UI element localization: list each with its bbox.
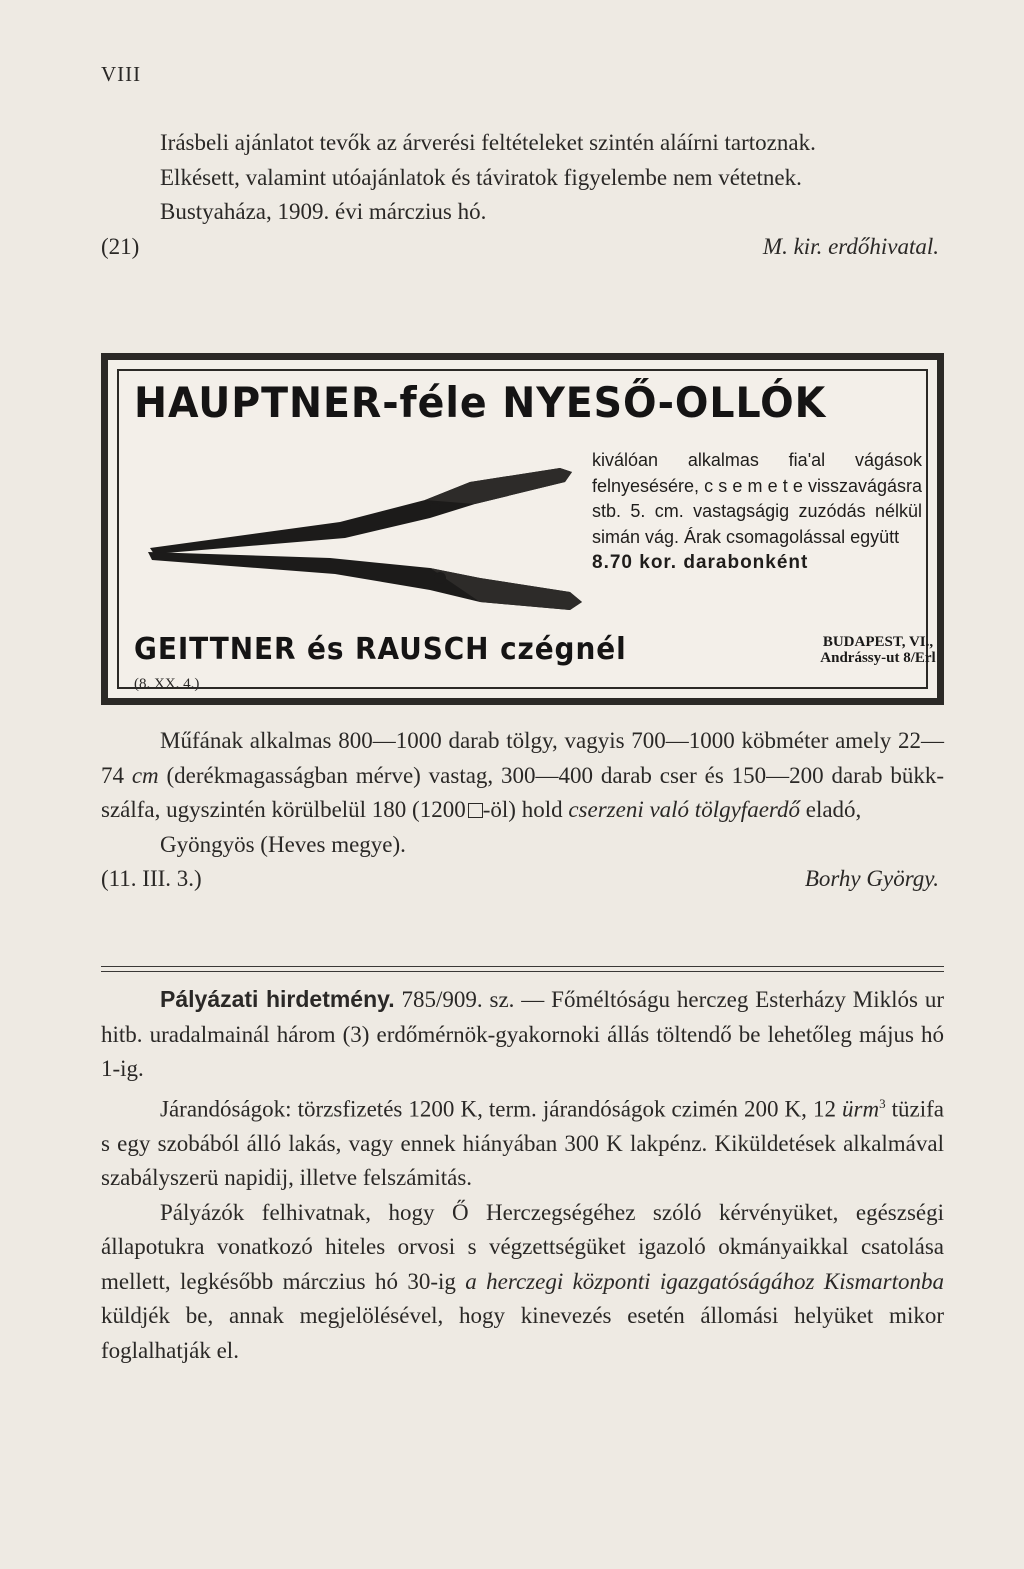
text: (derékmagasságban mérve) vastag, 300—400 darab cser és 150—200 darab bükk-szálfa, ugyszintén körülbelül 180 (1200	[101, 762, 945, 822]
page-number: VIII	[101, 62, 142, 86]
signature: M. kir. erdőhivatal.	[762, 233, 939, 259]
auction-notice	[101, 126, 944, 264]
ad-company: GEITTNER és RAUSCH czégnél	[134, 632, 627, 667]
paragraph: Bustyaháza, 1909. évi márczius hó.	[160, 199, 487, 224]
reference-number: (21)	[101, 233, 140, 259]
paragraph	[101, 724, 944, 828]
location: Gyöngyös (Heves megye).	[160, 831, 406, 857]
text: tüzifa s egy szobából álló lakás, vagy ennek hiányában 300 K lakpénz. Kiküldetések alkalmával szabályszerü napidij, illetve felszámitás.	[101, 1096, 945, 1191]
pruning-shears-illustration	[140, 460, 590, 620]
text: Műfának alkalmas 800—1000 darab tölgy, vagyis 700—1000 köbméter amely 22—74	[101, 728, 944, 788]
ad-reference: (8. XX. 4.)	[134, 676, 200, 692]
text: -öl) hold	[482, 797, 563, 822]
unit: cm	[131, 762, 159, 788]
ad-address-line: BUDAPEST, VI.,	[822, 634, 934, 650]
paragraph: Elkésett, valamint utóajánlatok és táviratok figyelembe nem vétetnek.	[160, 164, 802, 190]
paragraph: Irásbeli ajánlatot tevők az árverési feltételeket szintén aláírni tartoznak.	[160, 130, 816, 155]
ad-address	[813, 634, 943, 666]
ad-price: 8.70 kor. darabonként	[592, 552, 809, 573]
paragraph	[101, 982, 944, 1087]
tender-notice	[101, 982, 944, 1368]
paragraph	[101, 1087, 944, 1196]
divider-line	[101, 966, 944, 967]
timber-sale-notice	[101, 724, 944, 897]
text: Pályázók felhivatnak, hogy Ő Herczegségéhez szóló kérvényüket, egészségi állapotukra vonatkozó hiteles orvosi s végzettségüket igazoló okmányaikkal csatolása mellett, legkésőbb márczius hó 30-ig	[101, 1199, 944, 1294]
unit-superscript: 3	[879, 1095, 886, 1111]
ad-title: HAUPTNER-féle NYESŐ-OLLÓK	[134, 378, 827, 427]
signature: Borhy György.	[804, 866, 939, 891]
text: Járandóságok: törzsfizetés 1200 K, term. járandóságok czimén 200 K, 12	[160, 1096, 836, 1122]
emphasis: a herczegi központi igazgatóságához Kismartonba	[465, 1268, 945, 1294]
signature-line	[101, 862, 944, 897]
text: eladó,	[805, 797, 862, 822]
advertisement-box	[101, 353, 944, 705]
heading: Pályázati hirdetmény.	[160, 986, 395, 1012]
square-icon	[468, 803, 483, 818]
text: 785/909. sz. — Főméltóságu herczeg Esterházy Miklós ur hitb. uradalmainál három (3) erdőmérnök-gyakornoki állás töltendő be lehetőleg május hó 1-ig.	[101, 987, 945, 1081]
divider-line	[101, 971, 944, 972]
paragraph	[101, 1196, 944, 1369]
unit: ürm	[842, 1096, 880, 1122]
ad-address-line: Andrássy-ut 8/Erl	[820, 650, 936, 666]
reference-number: (11. III. 3.)	[101, 866, 202, 891]
emphasis: cserzeni való tölgyfaerdő	[568, 797, 800, 822]
signature-line	[101, 230, 944, 265]
ad-description	[592, 448, 922, 576]
ad-description-text: kiválóan alkalmas fia'al vágások felnyesésére, c s e m e t e visszavágásra stb. 5. cm. vastagságig zuzódás nélkül simán vág. Árak csomagolással együtt	[592, 450, 922, 547]
text: küldjék be, annak megjelölésével, hogy kinevezés esetén állomási helyüket mikor foglalhatják el.	[101, 1303, 944, 1363]
